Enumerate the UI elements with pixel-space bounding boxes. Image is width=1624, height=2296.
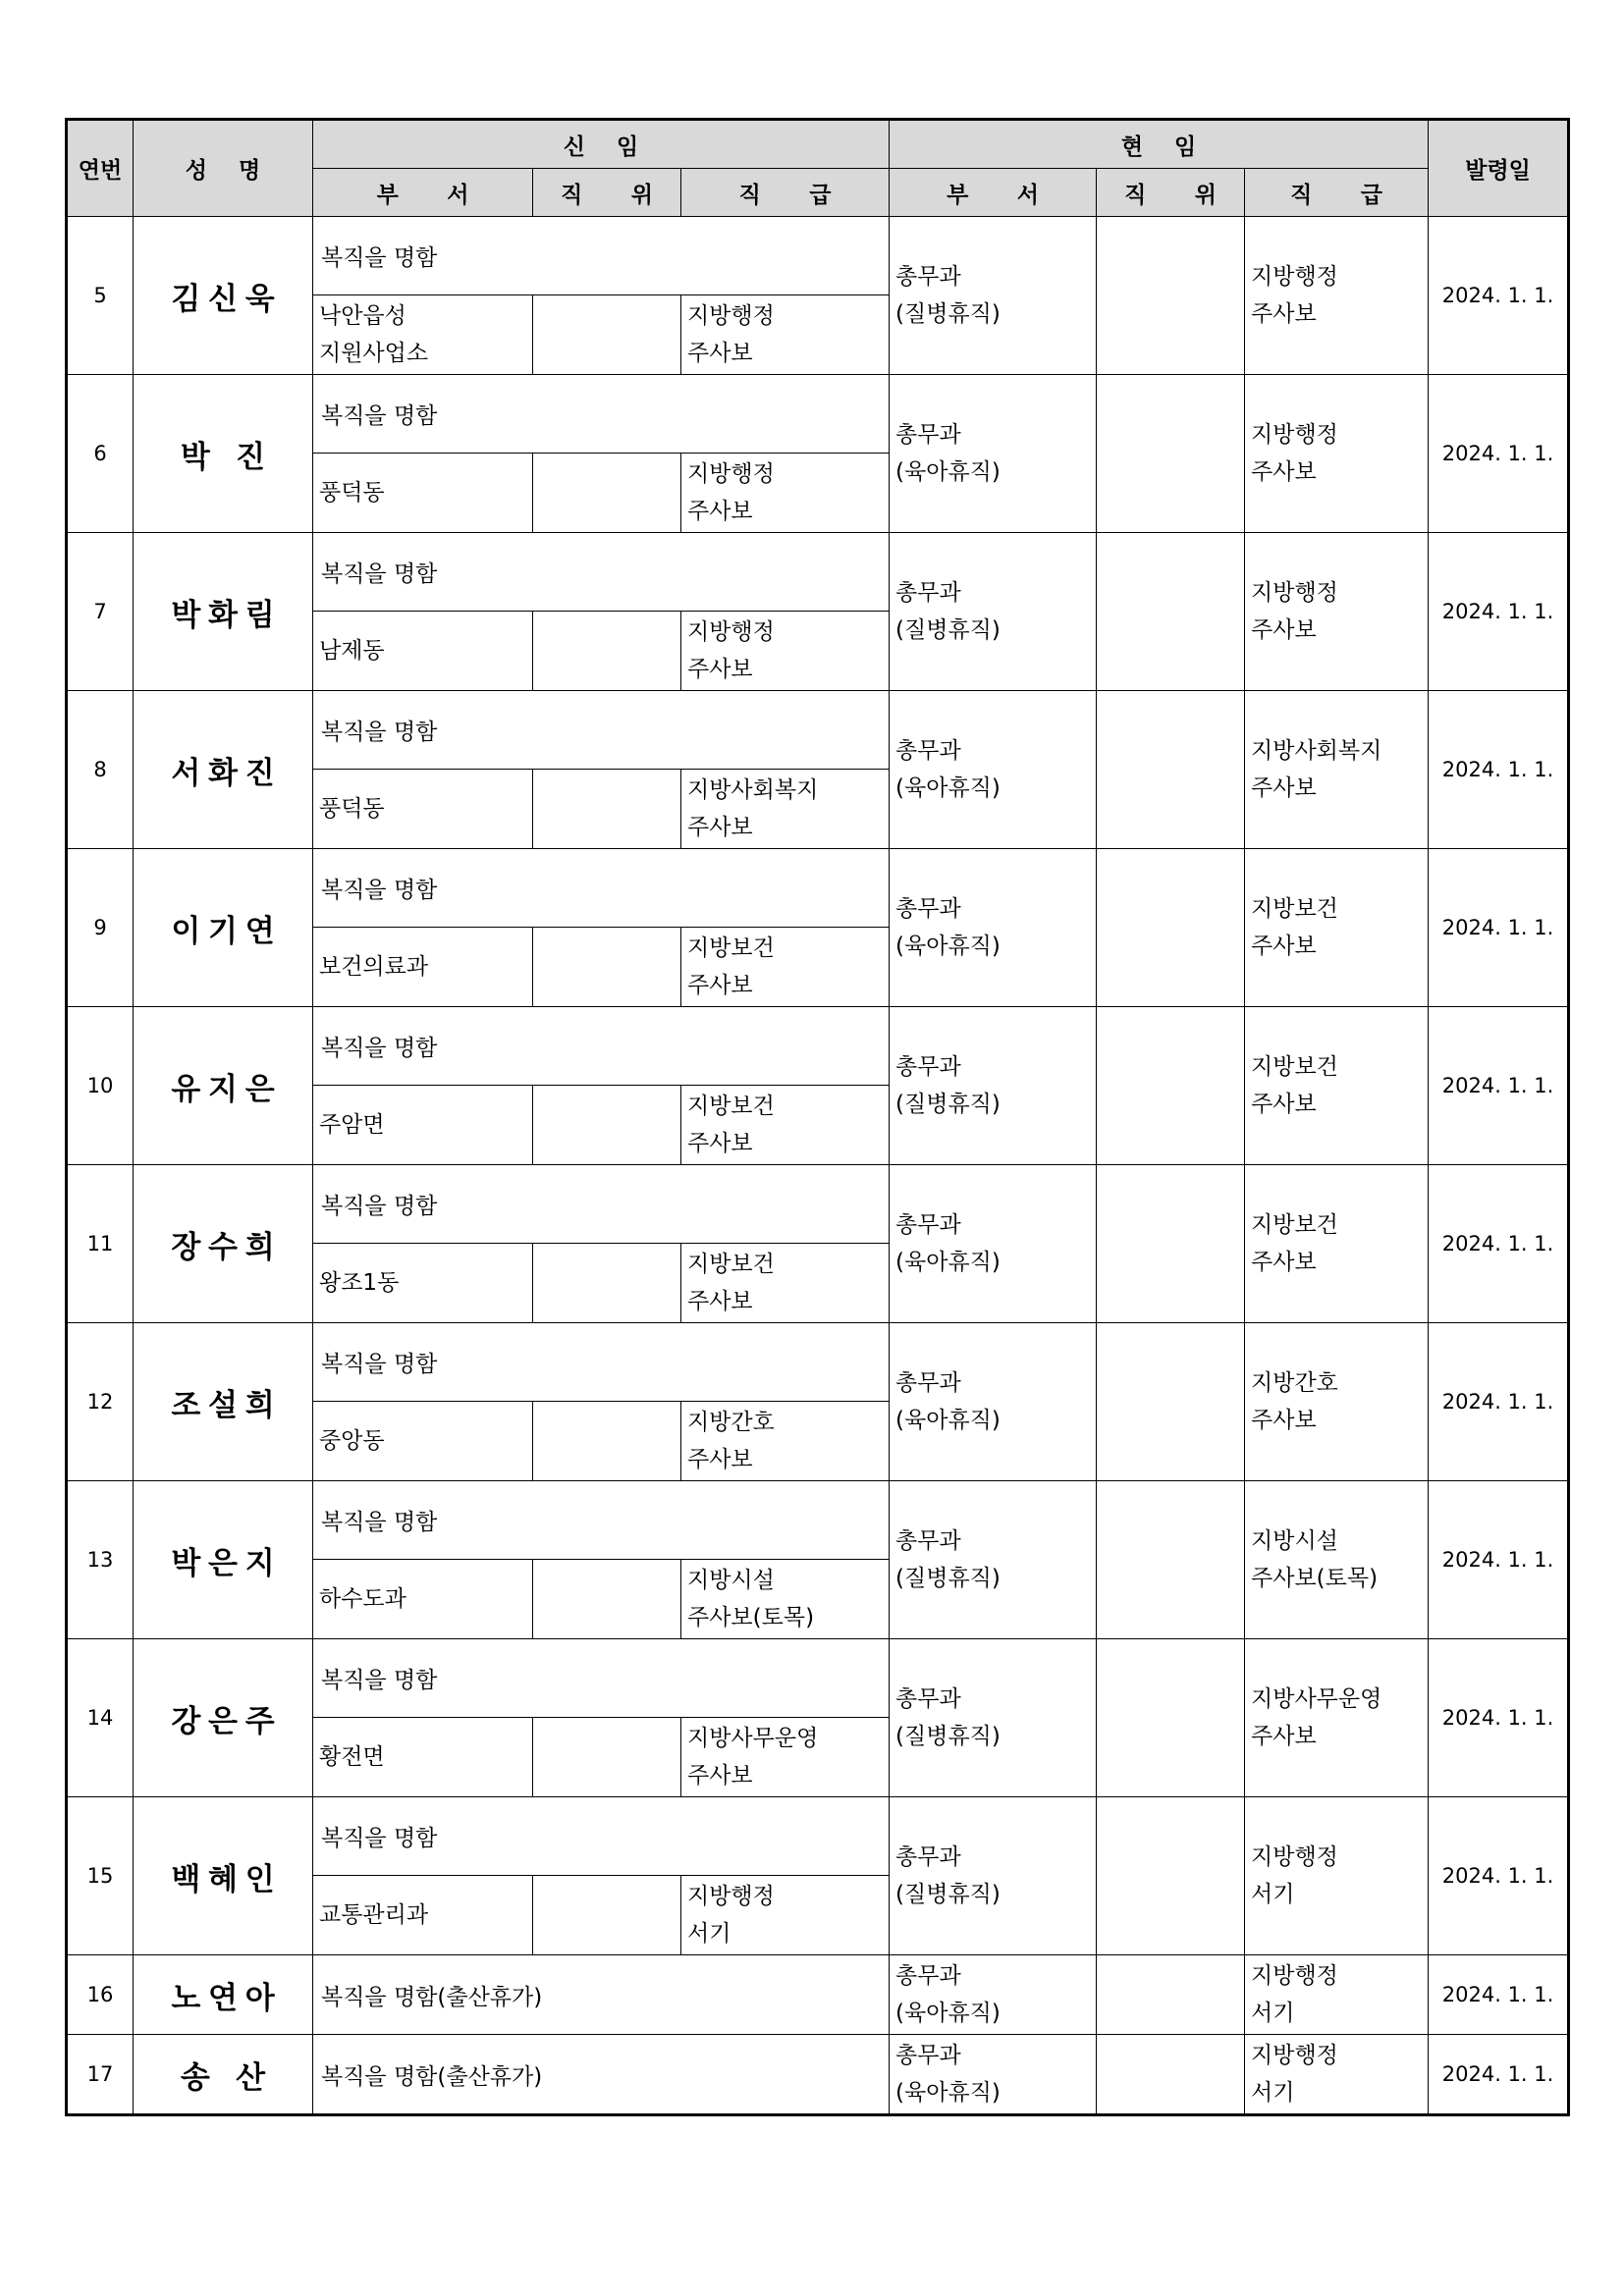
row-cur-position <box>1097 1007 1245 1165</box>
row-cur-grade <box>1245 1481 1429 1639</box>
row-cur-grade <box>1245 1007 1429 1165</box>
cur-grade-line: 주사보 <box>1251 301 1317 327</box>
row-cur-grade <box>1245 217 1429 375</box>
table-row <box>67 533 1569 612</box>
cur-grade-line: 지방사무운영 <box>1251 1686 1382 1712</box>
row-note: 복직을 명함 <box>313 533 890 612</box>
new-grade-line: 지방보건 <box>687 1252 775 1277</box>
row-cur-dept <box>890 1007 1097 1165</box>
row-date: 2024. 1. 1. <box>1429 691 1569 849</box>
new-dept-line: 풍덕동 <box>319 480 385 506</box>
row-new-grade <box>681 1244 890 1323</box>
row-note: 복직을 명함 <box>313 849 890 928</box>
header-cur-dept: 부 서 <box>890 169 1097 217</box>
row-cur-grade <box>1245 1797 1429 1955</box>
row-note: 복직을 명함 <box>313 375 890 454</box>
new-grade-line: 주사보 <box>687 1131 753 1156</box>
row-cur-grade <box>1245 375 1429 533</box>
row-cur-position <box>1097 1323 1245 1481</box>
cur-dept-line: (질병휴직) <box>895 617 1001 643</box>
row-date: 2024. 1. 1. <box>1429 533 1569 691</box>
row-new-grade <box>681 1876 890 1955</box>
new-dept-line: 왕조1동 <box>319 1270 400 1296</box>
row-cur-position <box>1097 2035 1245 2115</box>
cur-grade-line: 서기 <box>1251 2001 1295 2026</box>
row-new-dept <box>313 1402 533 1481</box>
table-row <box>67 375 1569 454</box>
row-date: 2024. 1. 1. <box>1429 1955 1569 2035</box>
row-cur-position <box>1097 533 1245 691</box>
cur-grade-line: 주사보 <box>1251 617 1317 643</box>
cur-grade-line: 지방보건 <box>1251 1212 1338 1238</box>
row-new-position <box>533 770 681 849</box>
row-cur-grade <box>1245 1955 1429 2035</box>
new-dept-line: 중앙동 <box>319 1428 385 1454</box>
cur-grade-line: 주사보 <box>1251 934 1317 959</box>
row-new-position <box>533 1560 681 1639</box>
row-date: 2024. 1. 1. <box>1429 1639 1569 1797</box>
cur-grade-line: 주사보 <box>1251 1724 1317 1749</box>
row-cur-grade <box>1245 1165 1429 1323</box>
row-cur-grade <box>1245 691 1429 849</box>
row-new-dept <box>313 928 533 1007</box>
table-row <box>67 1639 1569 1718</box>
row-seq: 10 <box>67 1007 134 1165</box>
row-note: 복직을 명함(출산휴가) <box>313 1955 890 2035</box>
table-row <box>67 217 1569 295</box>
cur-dept-line: (육아휴직) <box>895 1408 1001 1433</box>
row-cur-dept <box>890 533 1097 691</box>
row-seq: 7 <box>67 533 134 691</box>
row-name: 서화진 <box>134 691 313 849</box>
cur-grade-line: 주사보 <box>1251 459 1317 485</box>
cur-grade-line: 지방보건 <box>1251 896 1338 922</box>
header-cur-position: 직 위 <box>1097 169 1245 217</box>
header-new-position: 직 위 <box>533 169 681 217</box>
table-row <box>67 1323 1569 1402</box>
cur-grade-line: 지방행정 <box>1251 2043 1338 2068</box>
cur-dept-line: 총무과 <box>895 1963 961 1989</box>
cur-dept-line: 총무과 <box>895 1528 961 1554</box>
row-cur-position <box>1097 1639 1245 1797</box>
table-row <box>67 849 1569 928</box>
row-seq: 11 <box>67 1165 134 1323</box>
row-cur-grade <box>1245 2035 1429 2115</box>
cur-grade-line: 서기 <box>1251 1882 1295 1907</box>
table-row <box>67 2035 1569 2115</box>
row-name: 박은지 <box>134 1481 313 1639</box>
new-dept-line: 지원사업소 <box>319 341 429 366</box>
new-grade-line: 지방시설 <box>687 1568 775 1593</box>
cur-dept-line: (육아휴직) <box>895 775 1001 801</box>
row-cur-dept <box>890 1481 1097 1639</box>
cur-grade-line: 주사보 <box>1251 775 1317 801</box>
new-grade-line: 지방간호 <box>687 1410 775 1435</box>
row-cur-position <box>1097 1481 1245 1639</box>
row-new-position <box>533 1876 681 1955</box>
row-name: 박화림 <box>134 533 313 691</box>
row-new-grade <box>681 928 890 1007</box>
new-grade-line: 지방행정 <box>687 303 775 329</box>
new-grade-line: 주사보 <box>687 657 753 682</box>
row-cur-dept <box>890 1323 1097 1481</box>
row-date: 2024. 1. 1. <box>1429 849 1569 1007</box>
new-grade-line: 주사보 <box>687 499 753 524</box>
cur-grade-line: 지방행정 <box>1251 422 1338 448</box>
row-cur-dept <box>890 1165 1097 1323</box>
new-dept-line: 보건의료과 <box>319 954 429 980</box>
table-row <box>67 1955 1569 2035</box>
row-new-position <box>533 1244 681 1323</box>
row-date: 2024. 1. 1. <box>1429 2035 1569 2115</box>
row-cur-grade <box>1245 849 1429 1007</box>
row-date: 2024. 1. 1. <box>1429 1797 1569 1955</box>
new-dept-line: 풍덕동 <box>319 796 385 822</box>
row-cur-position <box>1097 1955 1245 2035</box>
new-grade-line: 지방사무운영 <box>687 1726 819 1751</box>
row-date: 2024. 1. 1. <box>1429 375 1569 533</box>
row-new-dept <box>313 1560 533 1639</box>
row-note: 복직을 명함 <box>313 1797 890 1876</box>
table-row <box>67 1165 1569 1244</box>
row-seq: 13 <box>67 1481 134 1639</box>
row-new-dept <box>313 612 533 691</box>
row-note: 복직을 명함 <box>313 217 890 295</box>
cur-dept-line: 총무과 <box>895 1370 961 1396</box>
row-new-position <box>533 928 681 1007</box>
header-new-grade: 직 급 <box>681 169 890 217</box>
row-name: 조설희 <box>134 1323 313 1481</box>
personnel-table <box>65 118 1570 2116</box>
row-new-dept <box>313 454 533 533</box>
cur-dept-line: (질병휴직) <box>895 1724 1001 1749</box>
table-row <box>67 1797 1569 1876</box>
row-new-position <box>533 1402 681 1481</box>
new-grade-line: 주사보 <box>687 341 753 366</box>
row-new-grade <box>681 1402 890 1481</box>
row-date: 2024. 1. 1. <box>1429 1007 1569 1165</box>
new-grade-line: 지방보건 <box>687 935 775 961</box>
cur-grade-line: 지방행정 <box>1251 1844 1338 1870</box>
cur-dept-line: (질병휴직) <box>895 301 1001 327</box>
cur-grade-line: 지방사회복지 <box>1251 738 1382 764</box>
row-cur-position <box>1097 217 1245 375</box>
row-date: 2024. 1. 1. <box>1429 1323 1569 1481</box>
header-new-group: 신 임 <box>313 120 890 169</box>
cur-dept-line: (질병휴직) <box>895 1882 1001 1907</box>
row-new-grade <box>681 770 890 849</box>
cur-dept-line: 총무과 <box>895 1686 961 1712</box>
row-name: 백혜인 <box>134 1797 313 1955</box>
cur-dept-line: (육아휴직) <box>895 2001 1001 2026</box>
new-dept-line: 황전면 <box>319 1744 385 1770</box>
cur-dept-line: (질병휴직) <box>895 1566 1001 1591</box>
cur-grade-line: 지방행정 <box>1251 264 1338 290</box>
row-seq: 6 <box>67 375 134 533</box>
row-name: 유지은 <box>134 1007 313 1165</box>
row-new-dept <box>313 295 533 375</box>
cur-dept-line: 총무과 <box>895 1212 961 1238</box>
row-cur-dept <box>890 691 1097 849</box>
cur-dept-line: (육아휴직) <box>895 459 1001 485</box>
table-row <box>67 1007 1569 1086</box>
row-new-position <box>533 454 681 533</box>
header-cur-grade: 직 급 <box>1245 169 1429 217</box>
row-seq: 8 <box>67 691 134 849</box>
row-cur-dept <box>890 217 1097 375</box>
row-cur-position <box>1097 375 1245 533</box>
table-body <box>67 217 1569 2115</box>
row-date: 2024. 1. 1. <box>1429 217 1569 375</box>
row-new-dept <box>313 1718 533 1797</box>
new-grade-line: 주사보 <box>687 1763 753 1789</box>
row-cur-position <box>1097 849 1245 1007</box>
new-dept-line: 하수도과 <box>319 1586 406 1612</box>
row-cur-position <box>1097 1797 1245 1955</box>
row-date: 2024. 1. 1. <box>1429 1165 1569 1323</box>
row-cur-position <box>1097 691 1245 849</box>
row-seq: 14 <box>67 1639 134 1797</box>
cur-dept-line: 총무과 <box>895 264 961 290</box>
row-new-dept <box>313 770 533 849</box>
row-new-dept <box>313 1086 533 1165</box>
row-new-dept <box>313 1876 533 1955</box>
cur-dept-line: 총무과 <box>895 2043 961 2068</box>
cur-dept-line: 총무과 <box>895 422 961 448</box>
row-new-grade <box>681 1086 890 1165</box>
row-new-dept <box>313 1244 533 1323</box>
cur-grade-line: 주사보 <box>1251 1408 1317 1433</box>
cur-grade-line: 주사보(토목) <box>1251 1566 1379 1591</box>
new-grade-line: 주사보 <box>687 973 753 998</box>
header-current-group: 현 임 <box>890 120 1429 169</box>
cur-grade-line: 주사보 <box>1251 1092 1317 1117</box>
table-row <box>67 1481 1569 1560</box>
row-new-grade <box>681 1560 890 1639</box>
row-name: 송 산 <box>134 2035 313 2115</box>
row-name: 박 진 <box>134 375 313 533</box>
cur-dept-line: 총무과 <box>895 580 961 606</box>
row-cur-position <box>1097 1165 1245 1323</box>
row-seq: 12 <box>67 1323 134 1481</box>
row-new-grade <box>681 454 890 533</box>
cur-dept-line: (육아휴직) <box>895 1250 1001 1275</box>
new-grade-line: 서기 <box>687 1921 731 1947</box>
header-name: 성 명 <box>134 120 313 217</box>
cur-grade-line: 지방시설 <box>1251 1528 1338 1554</box>
row-note: 복직을 명함 <box>313 1165 890 1244</box>
row-cur-dept <box>890 849 1097 1007</box>
row-seq: 17 <box>67 2035 134 2115</box>
row-name: 강은주 <box>134 1639 313 1797</box>
new-dept-line: 주암면 <box>319 1112 385 1138</box>
cur-dept-line: 총무과 <box>895 1054 961 1080</box>
new-grade-line: 지방보건 <box>687 1094 775 1119</box>
new-grade-line: 지방행정 <box>687 461 775 487</box>
row-new-position <box>533 612 681 691</box>
cur-grade-line: 지방보건 <box>1251 1054 1338 1080</box>
new-grade-line: 지방사회복지 <box>687 777 819 803</box>
cur-dept-line: (육아휴직) <box>895 2080 1001 2106</box>
new-grade-line: 주사보 <box>687 1447 753 1472</box>
row-note: 복직을 명함 <box>313 1639 890 1718</box>
row-new-grade <box>681 1718 890 1797</box>
row-new-position <box>533 1718 681 1797</box>
header-seq: 연번 <box>67 120 134 217</box>
cur-grade-line: 지방행정 <box>1251 580 1338 606</box>
new-grade-line: 지방행정 <box>687 1884 775 1909</box>
row-new-position <box>533 295 681 375</box>
row-cur-dept <box>890 1797 1097 1955</box>
new-grade-line: 지방행정 <box>687 619 775 645</box>
cur-dept-line: 총무과 <box>895 1844 961 1870</box>
row-name: 장수희 <box>134 1165 313 1323</box>
row-cur-grade <box>1245 533 1429 691</box>
cur-grade-line: 지방간호 <box>1251 1370 1338 1396</box>
new-dept-line: 교통관리과 <box>319 1902 429 1928</box>
row-name: 이기연 <box>134 849 313 1007</box>
row-cur-grade <box>1245 1639 1429 1797</box>
row-note: 복직을 명함 <box>313 1481 890 1560</box>
row-note: 복직을 명함(출산휴가) <box>313 2035 890 2115</box>
row-note: 복직을 명함 <box>313 691 890 770</box>
new-grade-line: 주사보(토목) <box>687 1605 815 1630</box>
new-dept-line: 남제동 <box>319 638 385 664</box>
cur-grade-line: 주사보 <box>1251 1250 1317 1275</box>
cur-dept-line: (육아휴직) <box>895 934 1001 959</box>
cur-dept-line: 총무과 <box>895 896 961 922</box>
cur-grade-line: 지방행정 <box>1251 1963 1338 1989</box>
header-date: 발령일 <box>1429 120 1569 217</box>
new-grade-line: 주사보 <box>687 815 753 840</box>
cur-dept-line: 총무과 <box>895 738 961 764</box>
row-name: 김신욱 <box>134 217 313 375</box>
row-seq: 9 <box>67 849 134 1007</box>
row-note: 복직을 명함 <box>313 1323 890 1402</box>
row-new-grade <box>681 295 890 375</box>
row-seq: 16 <box>67 1955 134 2035</box>
new-grade-line: 주사보 <box>687 1289 753 1314</box>
row-note: 복직을 명함 <box>313 1007 890 1086</box>
header-new-dept: 부 서 <box>313 169 533 217</box>
row-cur-grade <box>1245 1323 1429 1481</box>
row-cur-dept <box>890 2035 1097 2115</box>
row-cur-dept <box>890 1955 1097 2035</box>
row-cur-dept <box>890 1639 1097 1797</box>
row-new-position <box>533 1086 681 1165</box>
row-new-grade <box>681 612 890 691</box>
table-row <box>67 691 1569 770</box>
row-date: 2024. 1. 1. <box>1429 1481 1569 1639</box>
cur-dept-line: (질병휴직) <box>895 1092 1001 1117</box>
row-seq: 5 <box>67 217 134 375</box>
row-name: 노연아 <box>134 1955 313 2035</box>
row-seq: 15 <box>67 1797 134 1955</box>
row-cur-dept <box>890 375 1097 533</box>
cur-grade-line: 서기 <box>1251 2080 1295 2106</box>
new-dept-line: 낙안읍성 <box>319 303 406 329</box>
